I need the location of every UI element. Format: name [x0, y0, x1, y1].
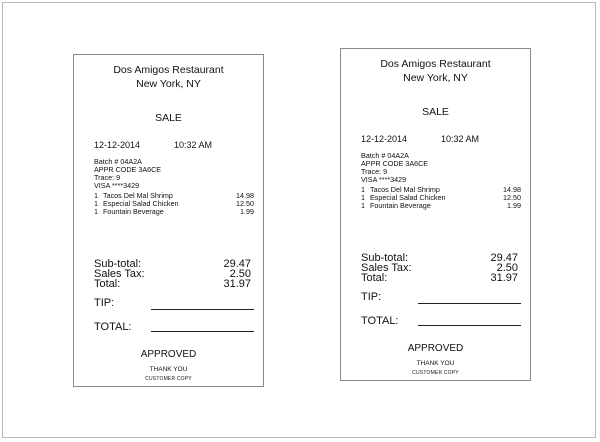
restaurant-name: Dos Amigos Restaurant	[380, 58, 491, 70]
subtotal-value: 29.47	[223, 258, 251, 270]
trace-number: Trace: 9	[94, 173, 121, 182]
item-name: Tacos Del Mal Shrimp	[103, 191, 173, 200]
total-value: 31.97	[490, 272, 518, 284]
card-number: VISA ****3429	[94, 181, 140, 190]
tip-label: TIP:	[361, 291, 382, 303]
subtotal-value: 29.47	[490, 252, 518, 264]
thank-you-text: THANK YOU	[416, 360, 455, 367]
grand-total-label: TOTAL:	[94, 321, 132, 333]
tax-label: Sales Tax:	[94, 268, 145, 280]
item-qty: 1	[361, 185, 365, 194]
receipt-date: 12-12-2014	[361, 134, 408, 144]
item-name: Tacos Del Mal Shrimp	[370, 185, 440, 194]
tax-value: 2.50	[496, 262, 518, 274]
item-qty: 1	[361, 201, 365, 210]
restaurant-name: Dos Amigos Restaurant	[113, 64, 224, 76]
transaction-type: SALE	[155, 112, 182, 124]
item-price: 14.98	[503, 185, 521, 194]
thank-you-text: THANK YOU	[149, 366, 188, 373]
batch-number: Batch # 04A2A	[94, 157, 142, 166]
receipt-date: 12-12-2014	[94, 140, 141, 150]
subtotal-label: Sub-total:	[94, 258, 142, 270]
transaction-type: SALE	[422, 106, 449, 118]
item-name: Especial Salad Chicken	[103, 199, 179, 208]
grand-total-write-line	[418, 325, 521, 326]
total-label: Total:	[361, 272, 388, 284]
tip-write-line	[418, 303, 521, 304]
copy-label: CUSTOMER COPY	[412, 370, 459, 376]
item-qty: 1	[361, 193, 365, 202]
tip-write-line	[151, 309, 254, 310]
item-price: 1.99	[507, 201, 521, 210]
item-price: 1.99	[240, 207, 254, 216]
item-name: Fountain Beverage	[103, 207, 164, 216]
approval-status: APPROVED	[407, 343, 464, 354]
copy-label: CUSTOMER COPY	[145, 376, 192, 382]
grand-total-label: TOTAL:	[361, 315, 399, 327]
receipt-time: 10:32 AM	[174, 140, 213, 150]
item-name: Especial Salad Chicken	[370, 193, 446, 202]
receipt-right	[340, 48, 531, 381]
receipt-time: 10:32 AM	[441, 134, 480, 144]
trace-number: Trace: 9	[361, 167, 388, 176]
restaurant-city: New York, NY	[136, 78, 201, 90]
item-price: 14.98	[236, 191, 254, 200]
receipt-left	[73, 54, 264, 387]
item-name: Fountain Beverage	[370, 201, 431, 210]
item-price: 12.50	[503, 193, 521, 202]
image-frame	[2, 2, 596, 438]
item-qty: 1	[94, 191, 98, 200]
total-label: Total:	[94, 278, 121, 290]
batch-number: Batch # 04A2A	[361, 151, 409, 160]
tip-label: TIP:	[94, 297, 115, 309]
item-qty: 1	[94, 199, 98, 208]
item-qty: 1	[94, 207, 98, 216]
approval-code: APPR CODE 3A6CE	[361, 159, 429, 168]
grand-total-write-line	[151, 331, 254, 332]
card-number: VISA ****3429	[361, 175, 407, 184]
subtotal-label: Sub-total:	[361, 252, 409, 264]
tax-label: Sales Tax:	[361, 262, 412, 274]
approval-code: APPR CODE 3A6CE	[94, 165, 162, 174]
approval-status: APPROVED	[140, 349, 197, 360]
total-value: 31.97	[223, 278, 251, 290]
restaurant-city: New York, NY	[403, 72, 468, 84]
tax-value: 2.50	[229, 268, 251, 280]
item-price: 12.50	[236, 199, 254, 208]
